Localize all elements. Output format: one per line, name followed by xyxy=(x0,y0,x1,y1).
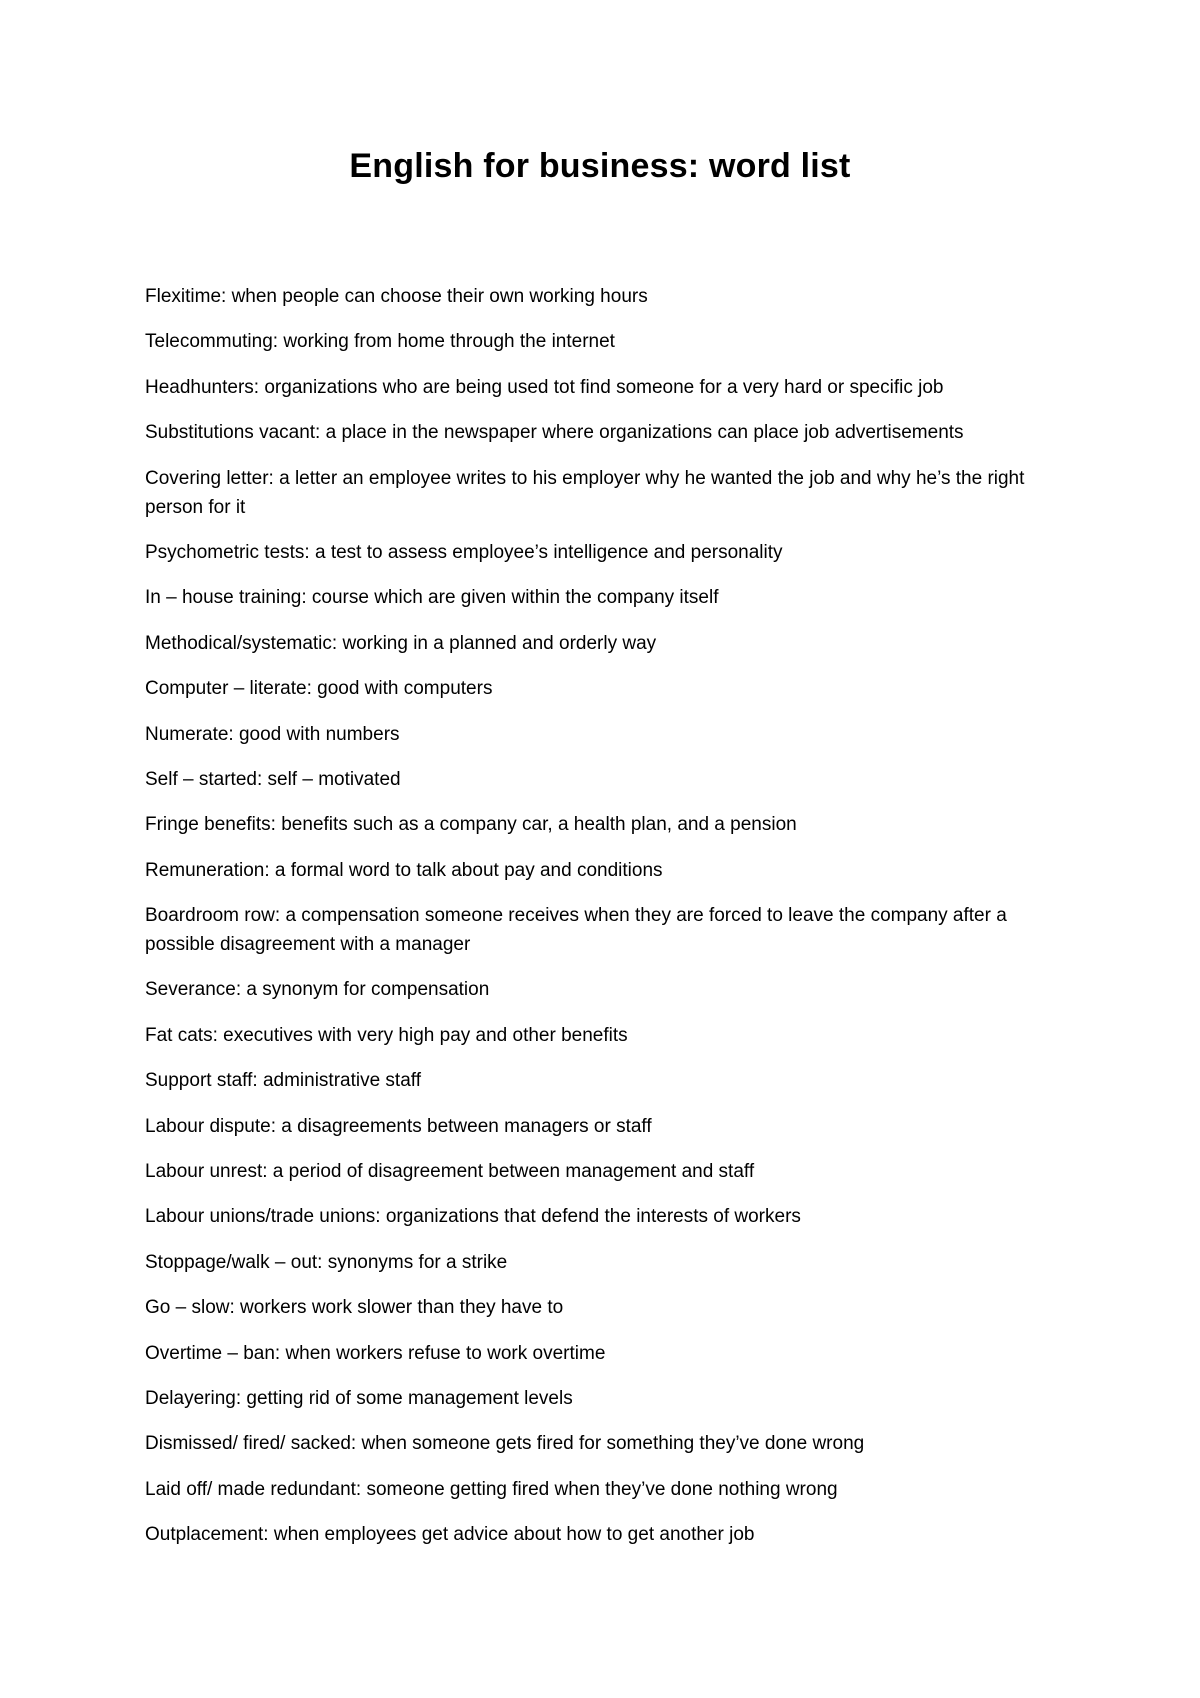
word-list-entry: In – house training: course which are given within the company itself xyxy=(145,587,719,609)
word-list-entry: Methodical/systematic: working in a planned and orderly way xyxy=(145,632,657,654)
word-list-entry: Covering letter: a letter an employee writes to his employer why he wanted the job and why he’s the right person for it xyxy=(145,467,1025,518)
word-list-entry: Support staff: administrative staff xyxy=(145,1070,421,1092)
word-list-entry: Substitutions vacant: a place in the newspaper where organizations can place job advertisements xyxy=(145,422,964,444)
word-list-entry: Laid off/ made redundant: someone getting fired when they’ve done nothing wrong xyxy=(145,1478,838,1500)
word-list-entry: Telecommuting: working from home through the internet xyxy=(145,331,615,353)
word-list-entry: Fat cats: executives with very high pay and other benefits xyxy=(145,1024,628,1046)
word-list-entry: Numerate: good with numbers xyxy=(145,723,400,745)
word-list-entry: Headhunters: organizations who are being used tot find someone for a very hard or specific job xyxy=(145,376,944,398)
word-list-entry: Severance: a synonym for compensation xyxy=(145,979,490,1001)
word-list xyxy=(145,282,1065,1566)
word-list-entry: Overtime – ban: when workers refuse to work overtime xyxy=(145,1342,606,1364)
word-list-entry: Boardroom row: a compensation someone receives when they are forced to leave the company after a possible disagreement with a manager xyxy=(145,905,1007,956)
word-list-entry: Dismissed/ fired/ sacked: when someone gets fired for something they’ve done wrong xyxy=(145,1433,865,1455)
word-list-entry: Outplacement: when employees get advice about how to get another job xyxy=(145,1524,755,1546)
word-list-entry: Stoppage/walk – out: synonyms for a strike xyxy=(145,1251,508,1273)
word-list-entry: Flexitime: when people can choose their own working hours xyxy=(145,286,648,307)
word-list-entry: Delayering: getting rid of some management levels xyxy=(145,1387,573,1409)
page-title: English for business: word list xyxy=(349,147,851,185)
word-list-entry: Remuneration: a formal word to talk about pay and conditions xyxy=(145,859,663,881)
word-list-entry: Labour dispute: a disagreements between managers or staff xyxy=(145,1115,652,1137)
word-list-entry: Computer – literate: good with computers xyxy=(145,678,493,700)
word-list-entry: Fringe benefits: benefits such as a company car, a health plan, and a pension xyxy=(145,814,797,836)
word-list-entry: Psychometric tests: a test to assess employee’s intelligence and personality xyxy=(145,541,783,563)
word-list-entry: Labour unions/trade unions: organizations that defend the interests of workers xyxy=(145,1206,801,1228)
word-list-entry: Labour unrest: a period of disagreement between management and staff xyxy=(145,1161,755,1183)
word-list-entry: Go – slow: workers work slower than they have to xyxy=(145,1297,564,1319)
word-list-entry: Self – started: self – motivated xyxy=(145,768,401,790)
